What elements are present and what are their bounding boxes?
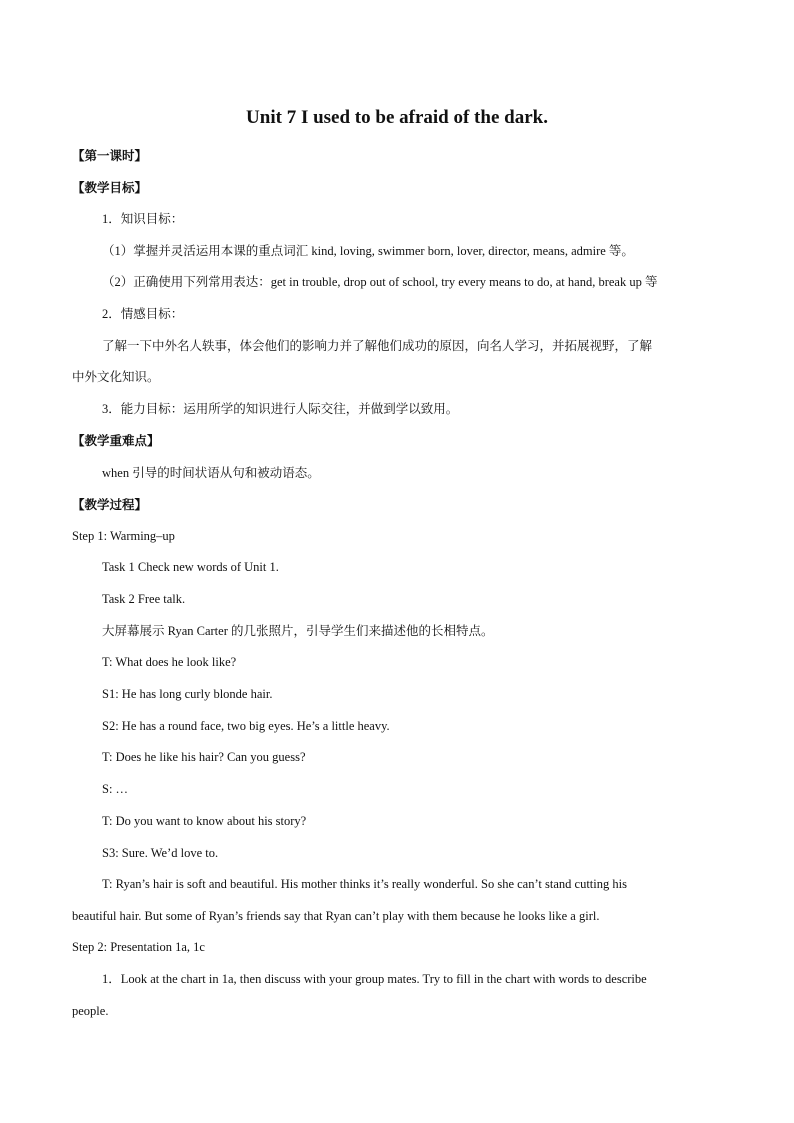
goal-knowledge-item-2: （2）正确使用下列常用表达：get in trouble, drop out of school, try every means to do, at hand, break up 等	[102, 275, 658, 289]
goal-emotion-text-1: 了解一下中外名人轶事，体会他们的影响力并了解他们成功的原因，向名人学习，并拓展视野，了解	[102, 339, 653, 353]
dialogue-line-continued: beautiful hair. But some of Ryan’s friends say that Ryan can’t play with them because he looks like a girl.	[72, 909, 600, 923]
dialogue-line: S: …	[102, 782, 129, 796]
goal-knowledge-item-1: （1）掌握并灵活运用本课的重点词汇 kind, loving, swimmer born, lover, director, means, admire 等。	[102, 244, 634, 258]
goal-ability: 3．能力目标：运用所学的知识进行人际交往，并做到学以致用。	[102, 402, 459, 416]
dialogue-line: T: Do you want to know about his story?	[102, 814, 307, 828]
section-heading-first-lesson: 【第一课时】	[72, 148, 148, 163]
goal-knowledge-label: 1．知识目标：	[102, 212, 184, 226]
task-2-instruction: 大屏幕展示 Ryan Carter 的几张照片，引导学生们来描述他的长相特点。	[102, 624, 494, 638]
dialogue-line: S3: Sure. We’d love to.	[102, 846, 219, 860]
section-heading-teaching-goals: 【教学目标】	[72, 180, 148, 195]
dialogue-line: T: Does he like his hair? Can you guess?	[102, 750, 306, 764]
step-2-heading: Step 2: Presentation 1a, 1c	[72, 940, 205, 954]
section-heading-key-points: 【教学重难点】	[72, 433, 160, 448]
step-1-heading: Step 1: Warming–up	[72, 529, 175, 543]
task-1: Task 1 Check new words of Unit 1.	[102, 560, 279, 574]
step-2-instruction: 1．Look at the chart in 1a, then discuss with your group mates. Try to fill in the chart with words to describe	[102, 972, 647, 986]
goal-emotion-label: 2．情感目标：	[102, 307, 184, 321]
document-title: Unit 7 I used to be afraid of the dark.	[246, 107, 548, 128]
dialogue-line: S2: He has a round face, two big eyes. He’s a little heavy.	[102, 719, 390, 733]
key-points-text: when 引导的时间状语从句和被动语态。	[102, 466, 320, 480]
goal-emotion-text-2: 中外文化知识。	[72, 370, 160, 384]
dialogue-line: T: Ryan’s hair is soft and beautiful. His mother thinks it’s really wonderful. So she can’t stand cutting his	[102, 877, 627, 891]
dialogue-line: S1: He has long curly blonde hair.	[102, 687, 273, 701]
dialogue-line: T: What does he look like?	[102, 655, 237, 669]
step-2-instruction-continued: people.	[72, 1004, 109, 1018]
section-heading-teaching-process: 【教学过程】	[72, 497, 148, 512]
task-2: Task 2 Free talk.	[102, 592, 186, 606]
